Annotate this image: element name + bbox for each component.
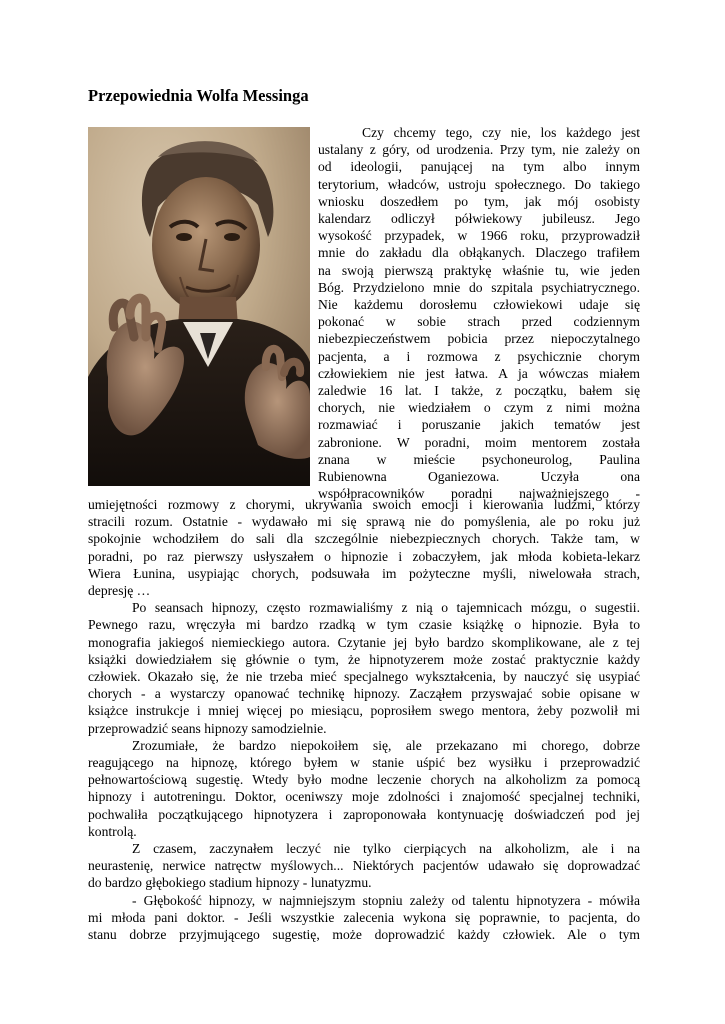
paragraph-line: chorych - a wystarczy opanować technikę hipnozy. Zacząłem przyswajać sobie opisane w xyxy=(88,686,640,702)
paragraph-line: pełnowartościową sugestię. Wtedy było modne leczenie chorych na alkoholizm za pomocą xyxy=(88,772,640,788)
paragraph-line: kontrolą. xyxy=(88,823,137,839)
paragraph-line: pacjenta, a i rozmowa z psychicznie chorym xyxy=(318,348,640,364)
paragraph-line: zaledwie 16 lat. I także, z początku, bałem się xyxy=(318,383,640,399)
paragraph-line: mnie do zakładu dla obłąkanych. Dlaczego trafiłem xyxy=(318,245,640,261)
document-title: Przepowiednia Wolfa Messinga xyxy=(88,86,309,105)
paragraph-line: poradni, po raz pierwszy usłyszałem o hipnozie i zobaczyłem, jak młoda kobieta-lekarz xyxy=(88,548,640,564)
paragraph-line: umiejętności rozmowy z chorymi, ukrywania swoich emocji i kierowania ludźmi, którzy xyxy=(88,497,640,512)
paragraph-line: hipnozy i autotreningu. Doktor, oceniwszy moje zdolności i znajomość specjalnej techniki, xyxy=(88,789,640,805)
paragraph-line: na swoją pierwszą praktykę właśnie tu, wie jeden xyxy=(318,262,640,278)
paragraph-line: wniosku doszedłem po tym, jak mój osobisty xyxy=(318,193,640,209)
paragraph-line: kalendarz odliczył półwiekowy jubileusz. Jego xyxy=(318,211,640,227)
paragraph-line: Zrozumiałe, że bardzo niepokoiłem się, ale przekazano mi chorego, dobrze xyxy=(132,737,640,753)
paragraph-line: Rubienowna Oganiezowa. Uczyła ona xyxy=(318,469,640,485)
paragraph-line: Wiera Łunina, usypiając chorych, podsuwała im pożyteczne myśli, niwelowała strach, xyxy=(88,565,640,581)
paragraph-line: Bóg. Przydzielono mnie do szpitala psychiatrycznego. xyxy=(318,279,640,295)
paragraph-line: książce instrukcje i mniej więcej po miesiącu, poprosiłem swego mentora, żeby pozwolił mi xyxy=(88,703,640,719)
paragraph-line: do bardzo głębokiego stadium hipnozy - lunatyzmu. xyxy=(88,875,372,891)
paragraph-line: książki dowiedziałem się głównie o tym, że hipnotyzerem może zostać praktycznie każdy xyxy=(88,651,640,667)
paragraph-line: znana w mieście psychoneurolog, Paulina xyxy=(318,451,640,467)
paragraph-line: rozmawiać i poruszanie jakich tematów jest xyxy=(318,417,640,433)
paragraph-line: współpracowników poradni najważniejszego - xyxy=(318,486,640,502)
paragraph-line: monografia jakiegoś niemieckiego autora. Czytanie jej było bardzo skomplikowane, ale z tej xyxy=(88,634,640,650)
paragraph-line: mi młoda pani doktor. - Jeśli wszystkie zalecenia wykona się poprawnie, to pacjenta, do xyxy=(88,909,640,925)
paragraph-line: od ideologii, panującej na tym albo innym xyxy=(318,159,640,175)
paragraph-line: - Głębokość hipnozy, w najmniejszym stopniu zależy od talentu hipnotyzera - mówiła xyxy=(132,892,640,908)
paragraph-line: spokojnie wchodziłem do sali dla szczególnie niebezpiecznych chorych. Także tam, w xyxy=(88,531,640,547)
paragraph-line: pochwaliła początkującego hipnotyzera i zaproponowała kontynuację doświadczeń pod jej xyxy=(88,806,640,822)
paragraph-line: pokonać w sobie strach przed codziennym xyxy=(318,314,640,330)
paragraph-line: neurastenię, nerwice natręctw myślowych... Niektórych pacjentów udawało się doprowadzać xyxy=(88,858,640,874)
paragraph-line: reagującego na hipnozę, którego byłem w stanie uśpić bez wysiłku i przeprowadzić xyxy=(88,755,640,771)
paragraph-line: Z czasem, zaczynałem leczyć nie tylko cierpiących na alkoholizm, ale i na xyxy=(132,841,640,857)
paragraph-line: wysokość przypadek, w 1966 roku, przyprowadził xyxy=(318,228,640,244)
paragraph-line: przeprowadzić seans hipnozy samodzielnie. xyxy=(88,720,327,736)
portrait-photo xyxy=(88,127,310,486)
paragraph-line: ustalany z góry, od urodzenia. Przy tym, nie zależy on xyxy=(318,142,640,158)
paragraph-line: człowiek. Okazało się, że nie trzeba mieć specjalnego wykształcenia, by nauczyć się usypiać xyxy=(88,669,640,685)
main-body-text xyxy=(88,496,640,943)
right-column-text xyxy=(318,124,640,502)
portrait-image xyxy=(88,127,310,486)
paragraph-line: Po seansach hipnozy, często rozmawialiśmy z nią o tajemnicach mózgu, o sugestii. xyxy=(132,600,640,616)
paragraph-line: depresję … xyxy=(88,583,151,599)
paragraph-line: zabronione. W poradni, moim mentorem została xyxy=(318,434,640,450)
paragraph-line: stracili rozum. Ostatnie - wydawało mi się sprawą nie do pomyślenia, ale po roku już xyxy=(88,514,640,530)
paragraph-line: chorych, nie wiedziałem o czym z nimi można xyxy=(318,400,640,416)
paragraph-line: Nie każdemu dorosłemu człowiekowi udaje się xyxy=(318,297,640,313)
paragraph-line: Czy chcemy tego, czy nie, los każdego jest xyxy=(362,125,640,140)
paragraph-line: człowiekiem nie jest łatwa. A ja wówczas miałem xyxy=(318,365,640,381)
paragraph-line: niebezpieczeństwem pobicia przez niepoczytalnego xyxy=(318,331,640,347)
paragraph-line: Pewnego razu, wręczyła mi bardzo rzadką w tym czasie książkę o hipnozie. Była to xyxy=(88,617,640,633)
paragraph-line: terytorium, władców, ustroju społecznego. Do takiego xyxy=(318,176,640,192)
paragraph-line: stanu dobrze przyjmującego sugestię, może doprowadzić każdy człowiek. Ale o tym xyxy=(88,927,640,943)
